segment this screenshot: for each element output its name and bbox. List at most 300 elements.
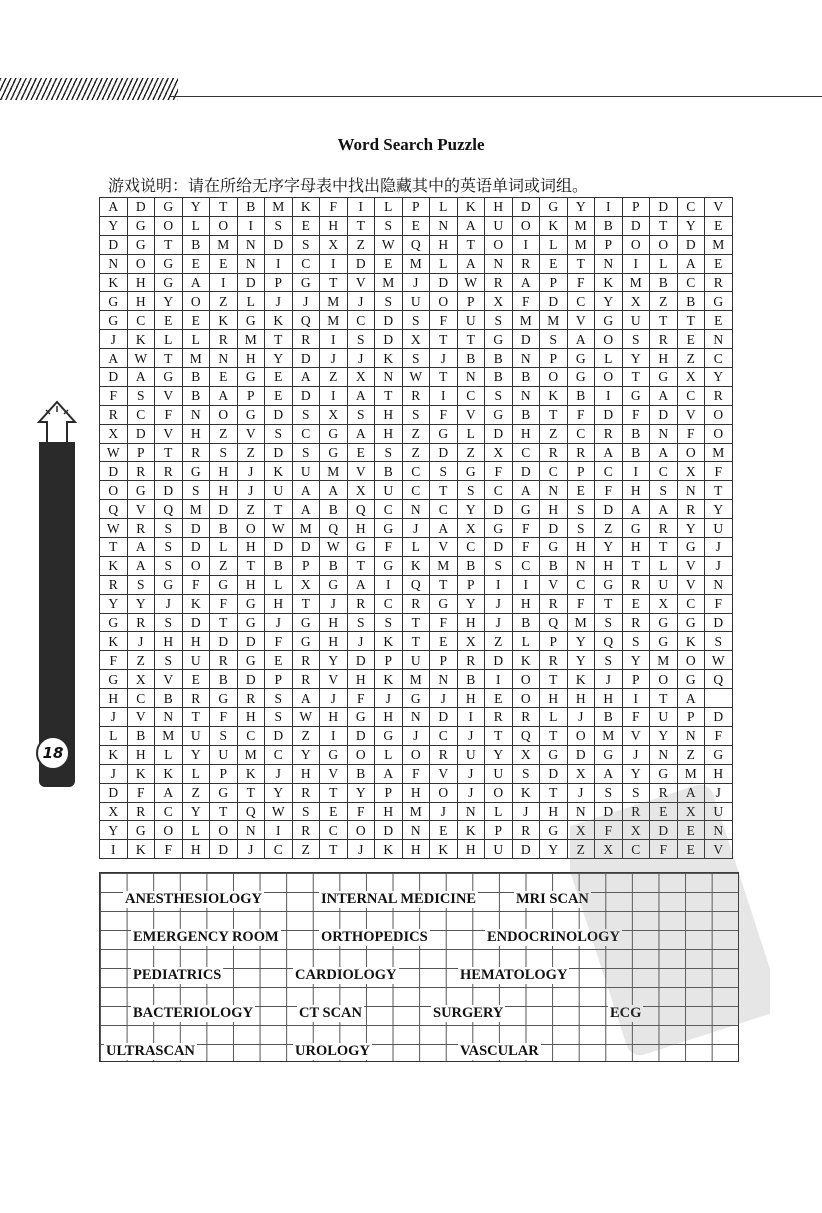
grid-cell: Z <box>127 651 155 670</box>
grid-cell: N <box>430 670 458 689</box>
grid-cell: C <box>512 443 540 462</box>
grid-cell: O <box>622 235 650 254</box>
grid-cell: R <box>622 802 650 821</box>
grid-cell: O <box>100 481 128 500</box>
grid-cell: B <box>512 368 540 387</box>
grid-cell: L <box>540 235 568 254</box>
grid-cell: C <box>622 840 650 859</box>
grid-cell: X <box>512 745 540 764</box>
grid-cell: G <box>622 386 650 405</box>
grid-cell: H <box>347 519 375 538</box>
grid-cell: R <box>292 670 320 689</box>
grid-cell: S <box>155 556 183 575</box>
grid-cell: G <box>430 594 458 613</box>
grid-cell: F <box>622 708 650 727</box>
grid-cell: R <box>237 689 265 708</box>
grid-cell: R <box>540 594 568 613</box>
word-ecg: ECG <box>610 1005 642 1021</box>
grid-cell: H <box>430 235 458 254</box>
grid-cell: K <box>100 632 128 651</box>
grid-cell: D <box>210 840 238 859</box>
grid-cell: P <box>540 632 568 651</box>
grid-cell: M <box>402 254 430 273</box>
grid-cell: G <box>705 292 733 311</box>
grid-cell: V <box>347 273 375 292</box>
word-internal-medicine: INTERNAL MEDICINE <box>321 891 477 907</box>
grid-cell: R <box>650 519 678 538</box>
grid-cell: J <box>430 689 458 708</box>
grid-cell: V <box>237 424 265 443</box>
grid-cell: G <box>100 670 128 689</box>
grid-cell: D <box>210 500 238 519</box>
grid-cell: R <box>292 821 320 840</box>
grid-cell: B <box>485 368 513 387</box>
grid-cell: O <box>237 519 265 538</box>
grid-cell: C <box>265 840 293 859</box>
grid-cell: B <box>457 670 485 689</box>
grid-cell: C <box>595 462 623 481</box>
sidebar-band <box>39 442 75 787</box>
grid-cell: E <box>320 802 348 821</box>
grid-cell: S <box>402 311 430 330</box>
grid-cell: G <box>705 745 733 764</box>
grid-cell: L <box>265 575 293 594</box>
grid-cell: E <box>705 311 733 330</box>
grid-cell: B <box>210 670 238 689</box>
grid-cell: G <box>292 273 320 292</box>
grid-cell: H <box>650 349 678 368</box>
grid-cell: Z <box>677 349 705 368</box>
grid-cell: G <box>237 368 265 387</box>
grid-cell: T <box>650 216 678 235</box>
grid-cell: C <box>677 198 705 217</box>
grid-cell: E <box>567 481 595 500</box>
grid-cell: V <box>677 556 705 575</box>
grid-cell: U <box>485 840 513 859</box>
grid-row <box>100 670 733 689</box>
grid-cell: D <box>127 198 155 217</box>
grid-cell: S <box>155 519 183 538</box>
grid-cell: H <box>237 708 265 727</box>
grid-cell: H <box>127 273 155 292</box>
grid-cell: Y <box>705 368 733 387</box>
grid-row <box>100 386 733 405</box>
grid-cell: V <box>622 726 650 745</box>
grid-cell: S <box>430 462 458 481</box>
grid-cell: I <box>320 386 348 405</box>
grid-cell: F <box>347 689 375 708</box>
grid-cell: J <box>347 349 375 368</box>
grid-cell: F <box>705 726 733 745</box>
grid-cell: F <box>622 405 650 424</box>
grid-cell: I <box>595 386 623 405</box>
grid-cell: L <box>182 821 210 840</box>
grid-cell: E <box>265 368 293 387</box>
grid-cell: J <box>567 783 595 802</box>
grid-cell: U <box>402 651 430 670</box>
star-arrow-icon <box>33 400 77 444</box>
grid-cell: M <box>182 349 210 368</box>
word-urology: UROLOGY <box>295 1043 370 1059</box>
word-list-grid <box>99 872 739 1062</box>
grid-cell: G <box>237 613 265 632</box>
grid-cell: D <box>485 424 513 443</box>
grid-cell: S <box>512 764 540 783</box>
grid-cell: N <box>567 802 595 821</box>
grid-cell: W <box>265 519 293 538</box>
grid-cell: T <box>430 575 458 594</box>
grid-row <box>100 330 733 349</box>
grid-cell: R <box>210 330 238 349</box>
grid-cell: L <box>512 632 540 651</box>
grid-cell: G <box>595 575 623 594</box>
grid-row <box>100 613 733 632</box>
grid-cell: A <box>512 481 540 500</box>
grid-cell: X <box>100 802 128 821</box>
grid-cell: O <box>210 216 238 235</box>
grid-cell: V <box>540 575 568 594</box>
grid-cell: T <box>430 368 458 387</box>
grid-cell: L <box>430 254 458 273</box>
grid-cell: G <box>650 632 678 651</box>
grid-cell: H <box>540 500 568 519</box>
grid-cell: J <box>457 783 485 802</box>
grid-cell: G <box>485 519 513 538</box>
grid-cell: Y <box>100 821 128 840</box>
grid-cell: N <box>595 254 623 273</box>
word-orthopedics: ORTHOPEDICS <box>321 929 428 945</box>
grid-cell: O <box>677 651 705 670</box>
grid-cell: H <box>320 708 348 727</box>
grid-cell: T <box>347 216 375 235</box>
grid-cell: G <box>320 443 348 462</box>
grid-cell: G <box>567 368 595 387</box>
grid-cell: D <box>540 519 568 538</box>
grid-cell: E <box>485 689 513 708</box>
grid-cell: M <box>567 216 595 235</box>
grid-cell: B <box>375 462 403 481</box>
grid-cell: K <box>540 216 568 235</box>
grid-cell: V <box>127 708 155 727</box>
grid-cell: H <box>320 613 348 632</box>
grid-row <box>100 632 733 651</box>
grid-cell: E <box>430 821 458 840</box>
grid-cell: D <box>375 330 403 349</box>
grid-cell: P <box>540 349 568 368</box>
grid-cell: V <box>430 764 458 783</box>
grid-cell: X <box>567 821 595 840</box>
grid-cell: L <box>237 292 265 311</box>
grid-cell: C <box>567 424 595 443</box>
word-cardiology: CARDIOLOGY <box>295 967 397 983</box>
grid-cell: Z <box>402 424 430 443</box>
grid-cell: U <box>622 311 650 330</box>
grid-cell: J <box>567 708 595 727</box>
grid-cell: R <box>650 330 678 349</box>
grid-cell: L <box>540 708 568 727</box>
grid-cell: U <box>705 802 733 821</box>
grid-cell: K <box>595 273 623 292</box>
grid-cell: T <box>540 405 568 424</box>
grid-cell: H <box>540 802 568 821</box>
grid-cell: J <box>485 613 513 632</box>
grid-cell: E <box>375 254 403 273</box>
grid-cell: C <box>457 538 485 557</box>
grid-cell: G <box>540 198 568 217</box>
grid-cell: A <box>127 538 155 557</box>
grid-cell: B <box>320 556 348 575</box>
grid-cell: D <box>127 424 155 443</box>
grid-cell: I <box>320 726 348 745</box>
grid-cell: N <box>430 216 458 235</box>
grid-cell: Q <box>320 519 348 538</box>
grid-row <box>100 783 733 802</box>
grid-cell: N <box>650 745 678 764</box>
grid-cell: L <box>457 424 485 443</box>
grid-cell: F <box>210 708 238 727</box>
grid-cell: D <box>182 519 210 538</box>
grid-cell: H <box>485 198 513 217</box>
grid-cell: N <box>457 802 485 821</box>
grid-cell: O <box>650 670 678 689</box>
grid-cell: W <box>100 519 128 538</box>
grid-cell: D <box>100 462 128 481</box>
grid-cell: X <box>402 330 430 349</box>
grid-cell: S <box>155 538 183 557</box>
grid-cell: K <box>567 670 595 689</box>
word-surgery: SURGERY <box>433 1005 504 1021</box>
grid-cell: G <box>430 424 458 443</box>
grid-cell: A <box>430 519 458 538</box>
grid-cell: Q <box>347 500 375 519</box>
grid-cell: E <box>347 443 375 462</box>
header-rule <box>170 96 822 97</box>
page-title: Word Search Puzzle <box>337 135 485 154</box>
grid-cell: S <box>210 726 238 745</box>
grid-cell: Y <box>540 840 568 859</box>
grid-cell: J <box>485 594 513 613</box>
grid-cell: G <box>237 405 265 424</box>
grid-cell: S <box>457 481 485 500</box>
grid-cell: M <box>650 651 678 670</box>
grid-cell: O <box>347 821 375 840</box>
grid-cell: F <box>182 575 210 594</box>
grid-cell: H <box>567 538 595 557</box>
grid-cell: K <box>375 632 403 651</box>
grid-cell: X <box>567 764 595 783</box>
grid-cell: S <box>622 632 650 651</box>
grid-cell: E <box>210 254 238 273</box>
grid-cell: B <box>512 405 540 424</box>
grid-cell: D <box>265 405 293 424</box>
grid-cell: Y <box>622 764 650 783</box>
grid-cell: S <box>595 613 623 632</box>
grid-cell: A <box>677 689 705 708</box>
grid-cell: S <box>595 651 623 670</box>
grid-cell: N <box>100 254 128 273</box>
grid-cell: V <box>155 424 183 443</box>
grid-row <box>100 651 733 670</box>
grid-cell: O <box>430 783 458 802</box>
grid-cell: U <box>457 311 485 330</box>
grid-cell: T <box>182 708 210 727</box>
grid-cell: D <box>265 443 293 462</box>
grid-cell: E <box>622 594 650 613</box>
grid-cell: L <box>155 745 183 764</box>
grid-cell: T <box>457 235 485 254</box>
grid-cell: R <box>677 500 705 519</box>
grid-cell: Z <box>595 519 623 538</box>
grid-cell: G <box>155 198 183 217</box>
grid-cell: N <box>237 821 265 840</box>
grid-cell: H <box>182 424 210 443</box>
grid-cell: R <box>512 821 540 840</box>
grid-cell: X <box>650 594 678 613</box>
grid-cell: Z <box>292 726 320 745</box>
grid-cell: M <box>402 802 430 821</box>
page-number: 18 <box>36 736 70 770</box>
grid-cell: A <box>457 254 485 273</box>
grid-cell: G <box>512 500 540 519</box>
word-vascular: VASCULAR <box>460 1043 539 1059</box>
grid-cell: T <box>457 330 485 349</box>
grid-cell: O <box>595 368 623 387</box>
grid-cell: E <box>705 216 733 235</box>
grid-cell: J <box>320 349 348 368</box>
grid-cell: B <box>182 386 210 405</box>
grid-cell: G <box>155 273 183 292</box>
grid-cell: J <box>375 689 403 708</box>
grid-cell: E <box>210 368 238 387</box>
grid-cell: A <box>375 764 403 783</box>
grid-cell: P <box>292 556 320 575</box>
grid-cell: X <box>292 575 320 594</box>
grid-cell: W <box>127 349 155 368</box>
grid-cell: R <box>622 613 650 632</box>
grid-cell: D <box>210 632 238 651</box>
grid-cell: D <box>485 500 513 519</box>
grid-cell: H <box>320 632 348 651</box>
grid-cell: T <box>650 538 678 557</box>
grid-cell: Y <box>705 500 733 519</box>
grid-cell: C <box>127 405 155 424</box>
grid-cell: Z <box>210 556 238 575</box>
grid-cell: R <box>292 783 320 802</box>
grid-cell: A <box>347 575 375 594</box>
grid-cell: E <box>265 386 293 405</box>
grid-cell: D <box>292 386 320 405</box>
grid-cell: V <box>677 575 705 594</box>
grid-cell: W <box>265 802 293 821</box>
grid-cell: F <box>100 651 128 670</box>
grid-cell: A <box>210 386 238 405</box>
grid-cell: H <box>210 462 238 481</box>
grid-cell: C <box>155 802 183 821</box>
grid-cell: G <box>677 538 705 557</box>
grid-cell: F <box>210 594 238 613</box>
grid-cell: A <box>292 481 320 500</box>
word-pediatrics: PEDIATRICS <box>133 967 222 983</box>
grid-cell: Y <box>182 802 210 821</box>
grid-cell: R <box>155 462 183 481</box>
grid-cell: J <box>622 745 650 764</box>
grid-cell: K <box>127 840 155 859</box>
grid-cell: H <box>512 424 540 443</box>
grid-row <box>100 462 733 481</box>
grid-cell: A <box>347 424 375 443</box>
grid-cell: Y <box>320 651 348 670</box>
grid-cell: I <box>320 254 348 273</box>
grid-cell: G <box>595 745 623 764</box>
grid-cell: O <box>347 745 375 764</box>
grid-cell: E <box>540 254 568 273</box>
grid-cell: M <box>320 462 348 481</box>
grid-cell: Y <box>265 783 293 802</box>
grid-cell: F <box>650 840 678 859</box>
grid-cell: F <box>265 632 293 651</box>
grid-cell: I <box>595 198 623 217</box>
grid-cell: P <box>457 575 485 594</box>
grid-cell: F <box>430 613 458 632</box>
grid-cell: O <box>512 670 540 689</box>
grid-cell: J <box>402 273 430 292</box>
grid-cell: M <box>512 311 540 330</box>
grid-row <box>100 311 733 330</box>
grid-cell: U <box>650 708 678 727</box>
grid-cell: N <box>155 708 183 727</box>
grid-cell: X <box>457 632 485 651</box>
grid-cell: A <box>100 349 128 368</box>
grid-cell: N <box>237 235 265 254</box>
grid-cell: S <box>347 405 375 424</box>
grid-cell: T <box>402 632 430 651</box>
grid-cell: B <box>567 386 595 405</box>
grid-cell: Q <box>155 500 183 519</box>
grid-cell: J <box>100 708 128 727</box>
grid-cell: R <box>210 651 238 670</box>
grid-cell: L <box>650 254 678 273</box>
grid-cell: G <box>237 594 265 613</box>
grid-cell: R <box>100 405 128 424</box>
grid-cell: R <box>347 594 375 613</box>
grid-cell: T <box>402 613 430 632</box>
grid-cell: M <box>430 556 458 575</box>
grid-cell: X <box>677 802 705 821</box>
grid-cell: I <box>485 670 513 689</box>
grid-cell: U <box>210 745 238 764</box>
grid-cell: M <box>320 311 348 330</box>
grid-cell: H <box>347 670 375 689</box>
grid-cell: J <box>347 632 375 651</box>
grid-cell: J <box>265 613 293 632</box>
grid-cell: V <box>155 386 183 405</box>
grid-cell: E <box>265 651 293 670</box>
grid-cell: W <box>705 651 733 670</box>
grid-cell: N <box>677 481 705 500</box>
grid-cell: J <box>430 802 458 821</box>
grid-cell: S <box>540 330 568 349</box>
grid-cell: N <box>402 708 430 727</box>
grid-cell: B <box>622 443 650 462</box>
grid-cell: S <box>375 613 403 632</box>
grid-row <box>100 575 733 594</box>
grid-cell: H <box>457 689 485 708</box>
grid-cell: C <box>512 556 540 575</box>
grid-cell: I <box>622 254 650 273</box>
grid-cell: T <box>622 368 650 387</box>
grid-cell: J <box>237 481 265 500</box>
grid-cell: F <box>320 198 348 217</box>
